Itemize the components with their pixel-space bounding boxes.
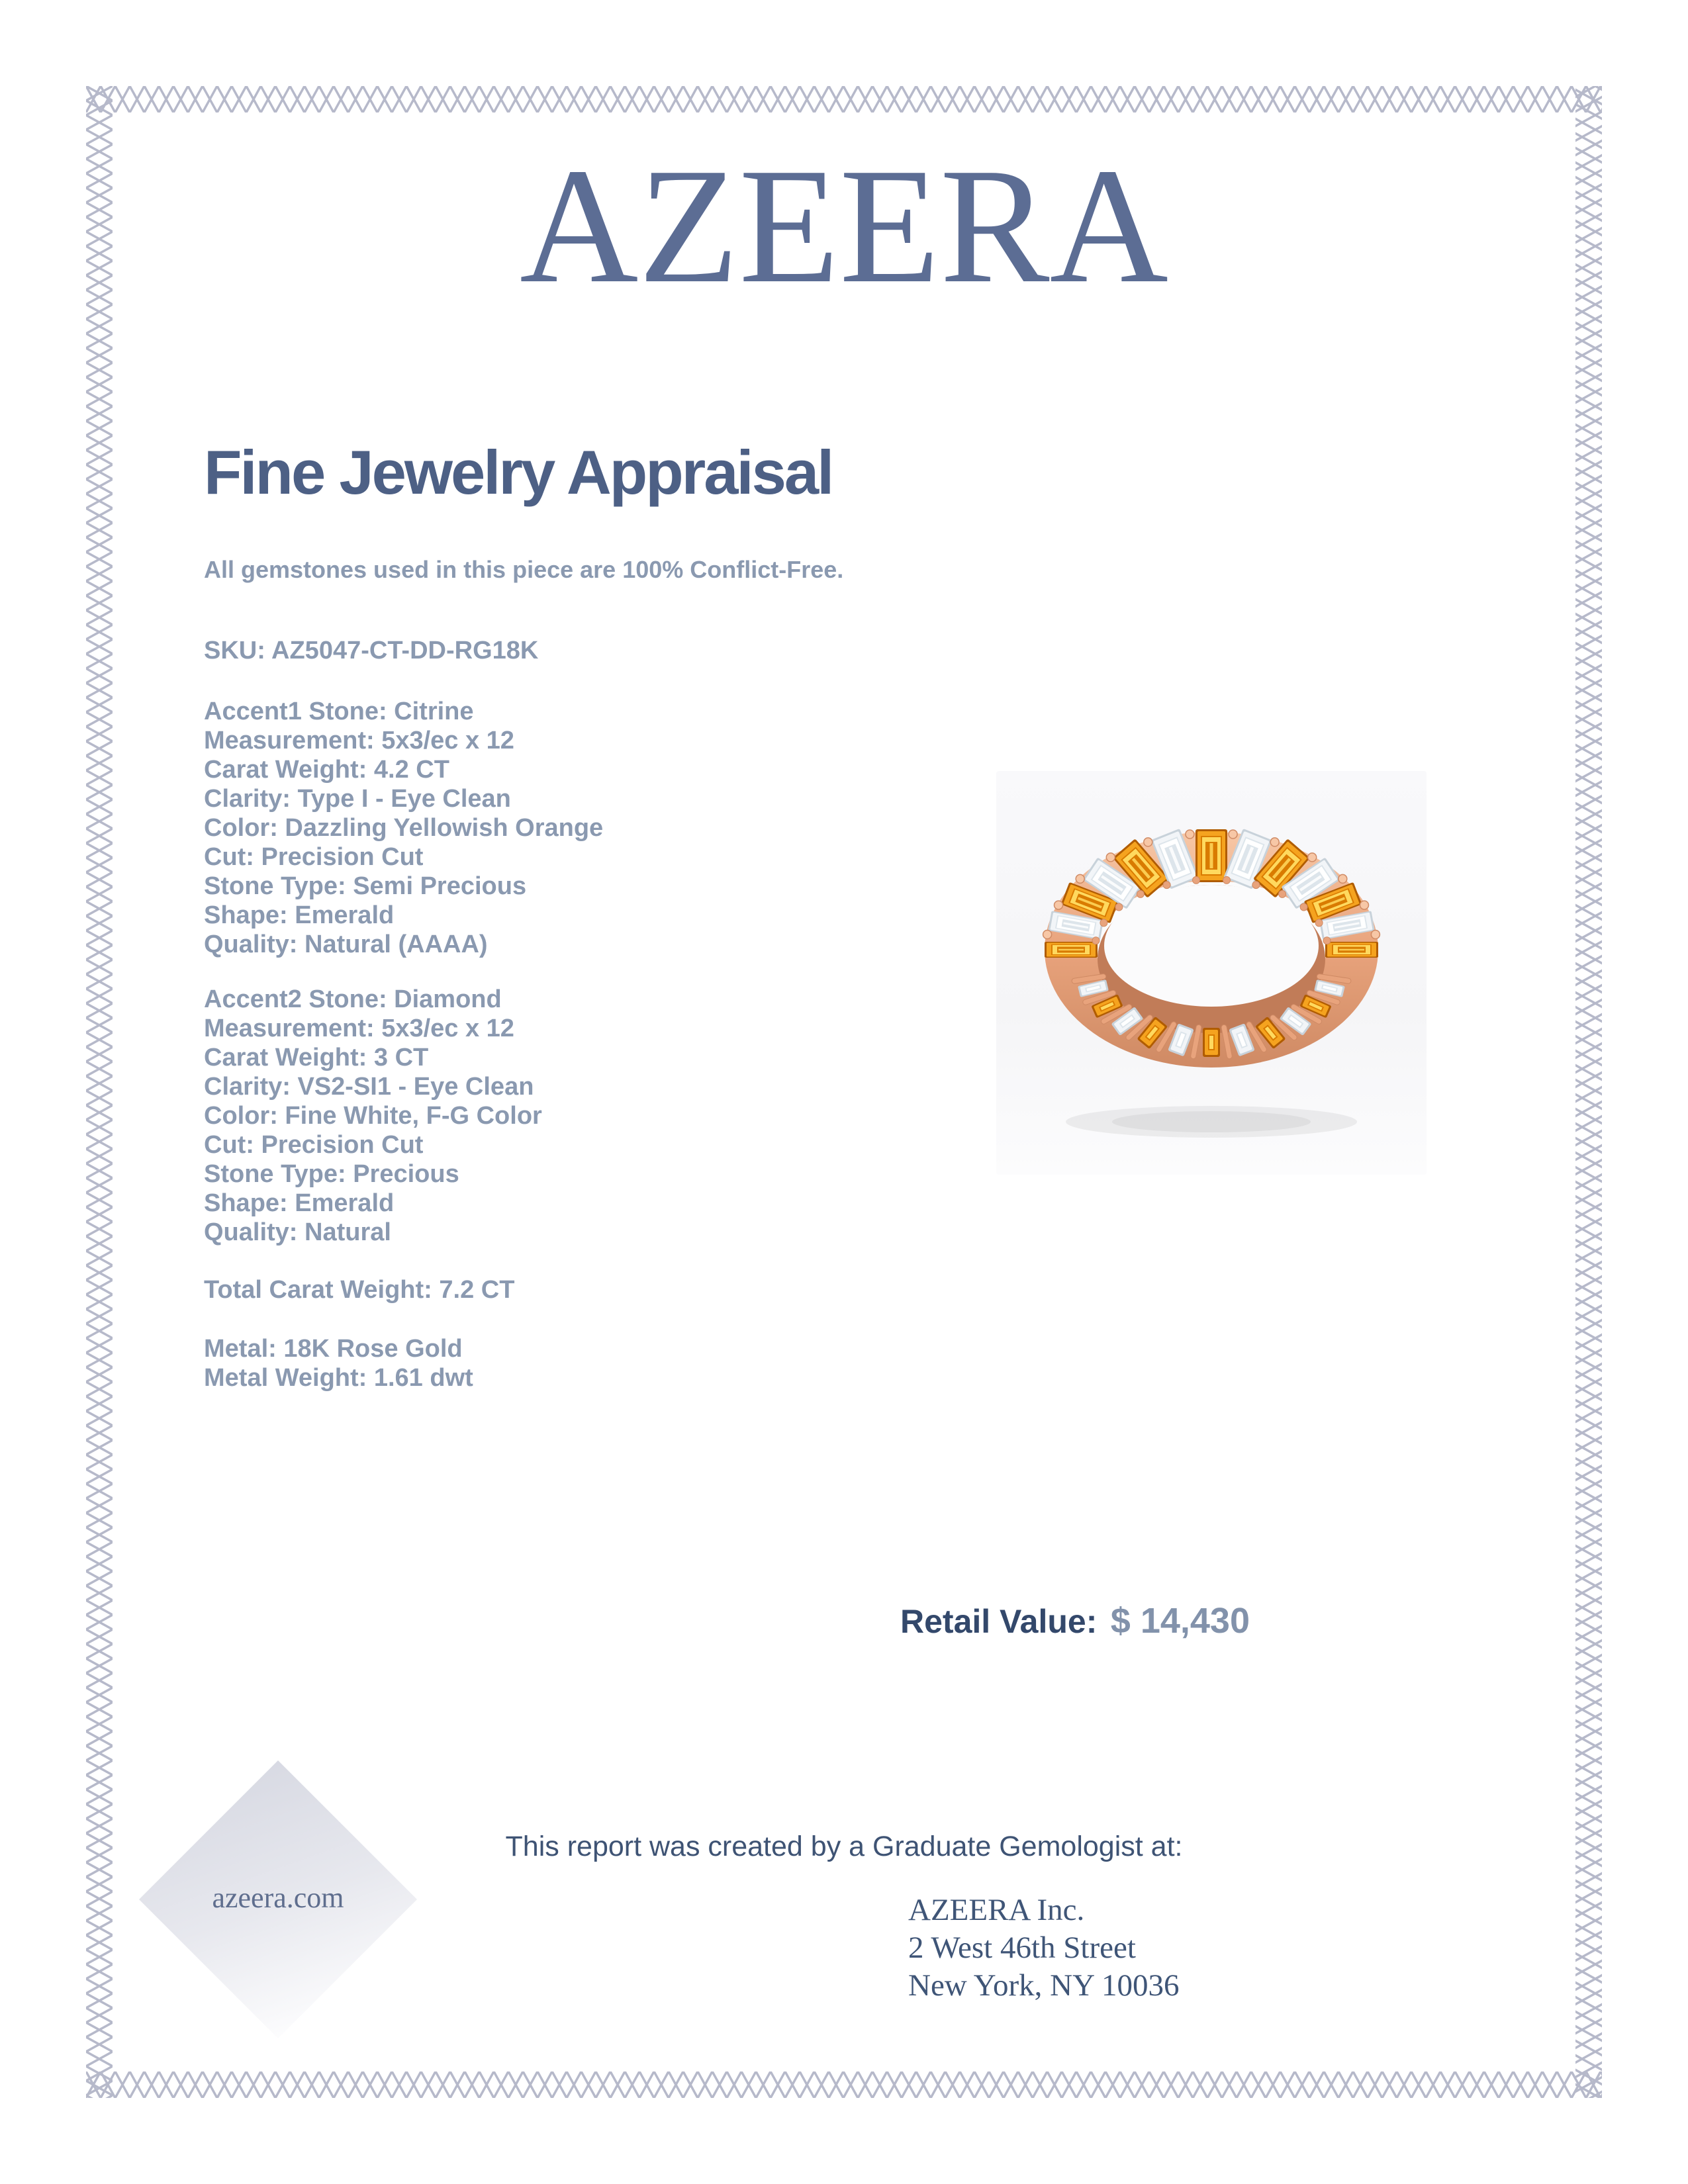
- metal-spec-list: [204, 1334, 473, 1392]
- spec-line: Stone Type: Precious: [204, 1160, 459, 1188]
- spec-line: Quality: Natural (AAAA): [204, 931, 488, 958]
- border-left-band: [86, 86, 113, 2098]
- spec-line: Quality: Natural: [204, 1218, 391, 1246]
- spec-line: Carat Weight: 4.2 CT: [204, 756, 449, 784]
- total-carat-line: Total Carat Weight: 7.2 CT: [204, 1276, 515, 1304]
- retail-value-amount: $ 14,430: [1110, 1601, 1250, 1641]
- sku-line: SKU: AZ5047-CT-DD-RG18K: [204, 637, 539, 664]
- company-name: AZEERA Inc.: [908, 1893, 1085, 1927]
- brand-logo: [480, 156, 1208, 314]
- border-right-band: [1575, 86, 1602, 2098]
- spec-line: Measurement: 5x3/ec x 12: [204, 727, 514, 754]
- gemologist-note: This report was created by a Graduate Gemologist at:: [505, 1831, 1183, 1862]
- spec-line: Cut: Precision Cut: [204, 843, 424, 871]
- ring-image: [1019, 778, 1403, 1161]
- ring-photo: [996, 771, 1427, 1175]
- spec-line: Measurement: 5x3/ec x 12: [204, 1015, 514, 1042]
- retail-value-label: Retail Value:: [900, 1603, 1098, 1640]
- spec-line: Shape: Emerald: [204, 901, 395, 929]
- brand-logo-text: AZEERA: [520, 156, 1168, 314]
- retail-value-row: [900, 1600, 1250, 1641]
- spec-line: Shape: Emerald: [204, 1189, 395, 1217]
- address-street: 2 West 46th Street: [908, 1931, 1136, 1965]
- spec-line: Metal: 18K Rose Gold: [204, 1335, 463, 1363]
- spec-line: Carat Weight: 3 CT: [204, 1044, 429, 1071]
- spec-line: Clarity: VS2-SI1 - Eye Clean: [204, 1073, 534, 1101]
- spec-line: Color: Dazzling Yellowish Orange: [204, 814, 604, 842]
- company-address-block: [908, 1891, 1180, 2005]
- conflict-free-note: All gemstones used in this piece are 100% Conflict-Free.: [204, 556, 844, 583]
- border-top-band: [86, 86, 1602, 113]
- border-bottom-band: [86, 2071, 1602, 2098]
- website-text: azeera.com: [212, 1882, 344, 1914]
- accent1-spec-list: [204, 697, 603, 959]
- accent2-spec-list: [204, 985, 542, 1247]
- page-title: Fine Jewelry Appraisal: [204, 437, 833, 507]
- spec-line: Metal Weight: 1.61 dwt: [204, 1364, 473, 1392]
- spec-line: Clarity: Type I - Eye Clean: [204, 785, 511, 813]
- spec-line: Stone Type: Semi Precious: [204, 872, 527, 900]
- spec-line: Accent2 Stone: Diamond: [204, 985, 502, 1013]
- address-city: New York, NY 10036: [908, 1968, 1180, 2003]
- spec-line: Accent1 Stone: Citrine: [204, 698, 474, 725]
- spec-line: Cut: Precision Cut: [204, 1131, 424, 1159]
- spec-line: Color: Fine White, F-G Color: [204, 1102, 542, 1130]
